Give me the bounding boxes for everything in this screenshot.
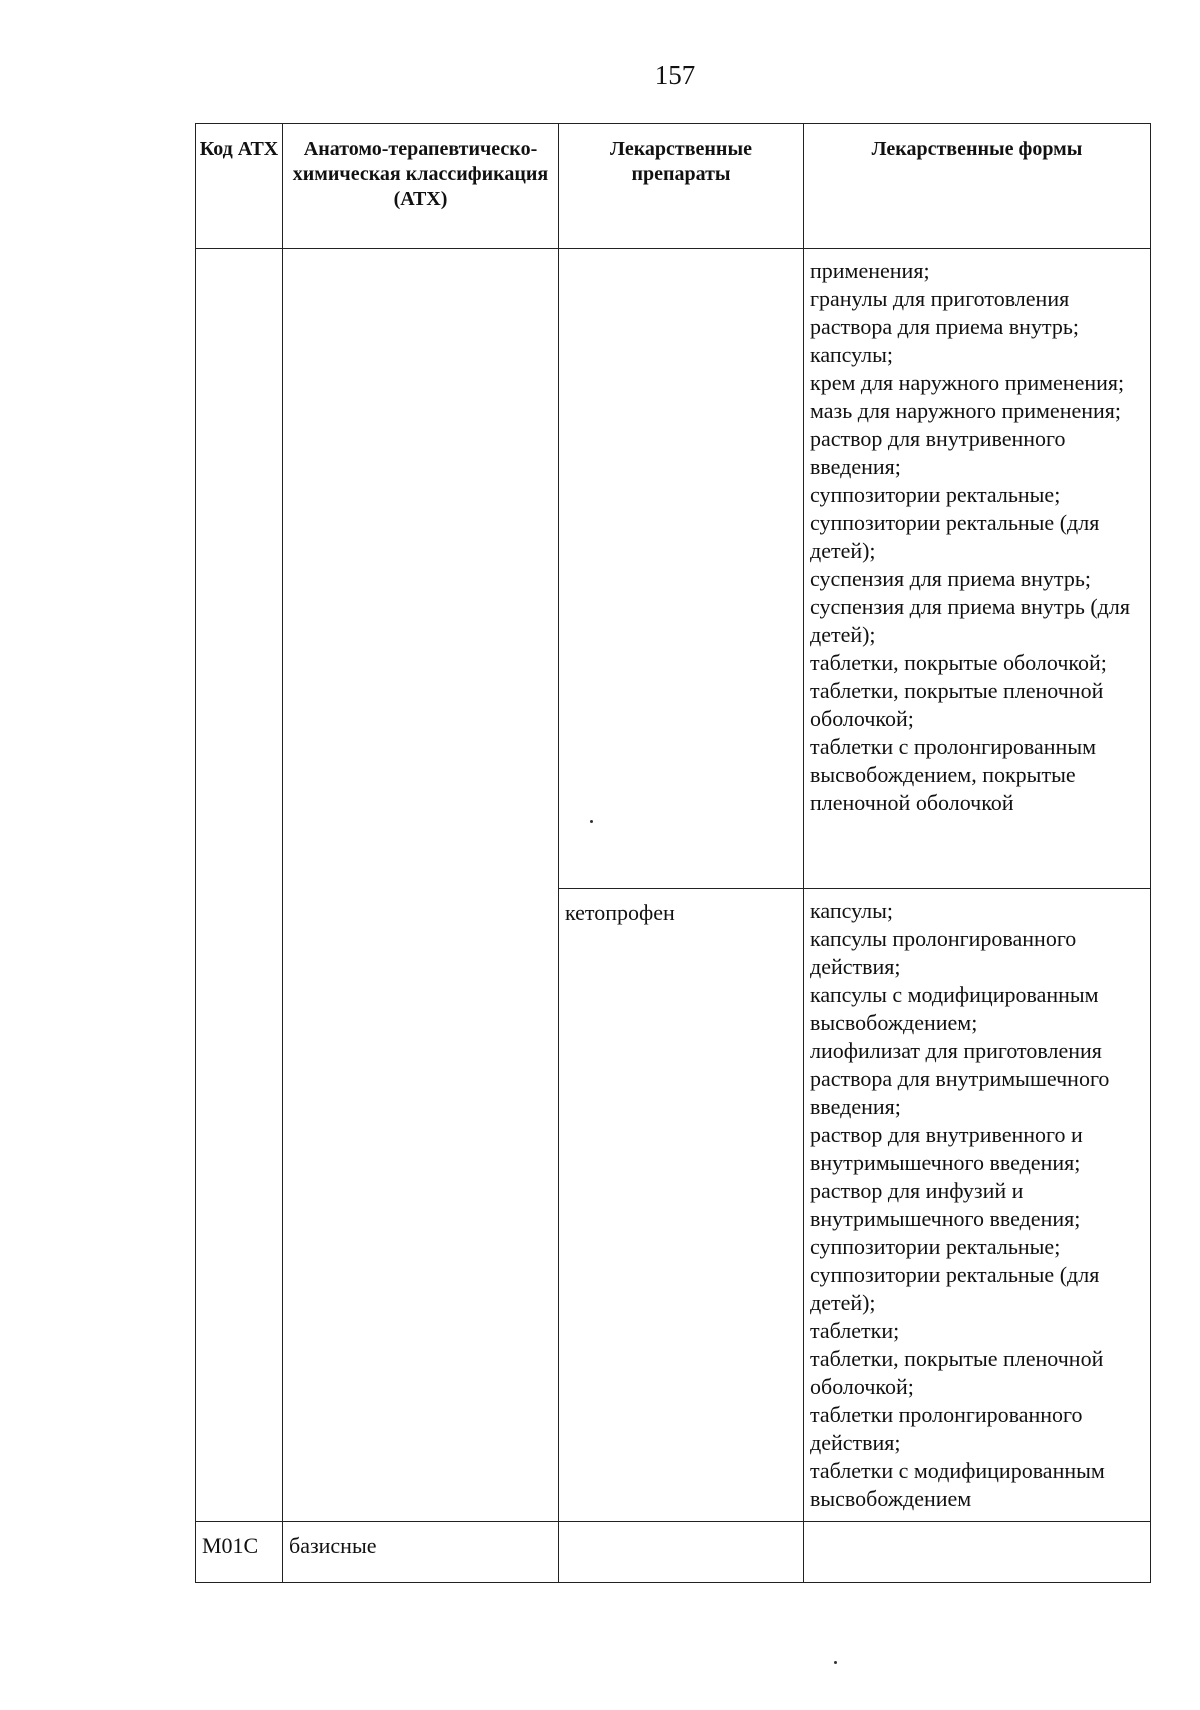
list-item: суспензия для приема внутрь (для детей);	[810, 594, 1130, 647]
list-item: таблетки;	[810, 1318, 900, 1343]
atx-table	[195, 123, 1151, 1583]
list-item: лиофилизат для приготовления раствора для внутримышечного введения;	[810, 1038, 1110, 1119]
table-row	[196, 249, 1151, 889]
list-item: таблетки, покрытые оболочкой;	[810, 650, 1107, 675]
list-item: капсулы;	[810, 342, 893, 367]
list-item: раствор для внутривенного введения;	[810, 426, 1066, 479]
code-cell: M01C	[196, 1522, 283, 1583]
list-item: таблетки, покрытые пленочной оболочкой;	[810, 678, 1104, 731]
forms-cell	[804, 249, 1151, 889]
list-item: таблетки пролонгированного действия;	[810, 1402, 1083, 1455]
list-item: гранулы для приготовления раствора для приема внутрь;	[810, 286, 1079, 339]
list-item: применения;	[810, 258, 930, 283]
table-row	[196, 1522, 1151, 1583]
table-header-row	[196, 124, 1151, 249]
classification-cell: базисные	[283, 1522, 559, 1583]
list-item: крем для наружного применения;	[810, 370, 1125, 395]
list-item: раствор для инфузий и внутримышечного введения;	[810, 1178, 1081, 1231]
header-code: Код АТХ	[196, 124, 283, 249]
page-number: 157	[654, 60, 696, 90]
list-item: суппозитории ректальные;	[810, 482, 1061, 507]
list-item: суспензия для приема внутрь;	[810, 566, 1091, 591]
header-forms: Лекарственные формы	[804, 124, 1151, 249]
drug-cell	[559, 889, 804, 1522]
code-cell	[196, 249, 283, 1522]
drug-name	[559, 249, 803, 259]
list-item: суппозитории ректальные (для детей);	[810, 1262, 1100, 1315]
forms-cell	[804, 1522, 1151, 1583]
list-item: суппозитории ректальные (для детей);	[810, 510, 1100, 563]
drug-cell	[559, 1522, 804, 1583]
drug-cell	[559, 249, 804, 889]
list-item: таблетки, покрытые пленочной оболочкой;	[810, 1346, 1104, 1399]
forms-cell	[804, 889, 1151, 1522]
forms-list	[804, 249, 1150, 825]
scan-speck	[834, 1661, 837, 1664]
forms-list	[804, 889, 1150, 1521]
drug-name: кетопрофен	[565, 900, 675, 925]
list-item: мазь для наружного применения;	[810, 398, 1122, 423]
list-item: капсулы;	[810, 898, 893, 923]
scan-speck	[590, 820, 593, 823]
list-item: капсулы пролонгированного действия;	[810, 926, 1077, 979]
classification-cell	[283, 249, 559, 1522]
list-item: капсулы с модифицированным высвобождением;	[810, 982, 1099, 1035]
list-item: таблетки с модифицированным высвобождением	[810, 1458, 1105, 1511]
header-drugs: Лекарственные препараты	[559, 124, 804, 249]
header-classification: Анатомо-терапевтическо-химическая классификация (АТХ)	[283, 124, 559, 249]
list-item: суппозитории ректальные;	[810, 1234, 1061, 1259]
list-item: раствор для внутривенного и внутримышечного введения;	[810, 1122, 1083, 1175]
list-item: таблетки с пролонгированным высвобождением, покрытые пленочной оболочкой	[810, 734, 1097, 815]
